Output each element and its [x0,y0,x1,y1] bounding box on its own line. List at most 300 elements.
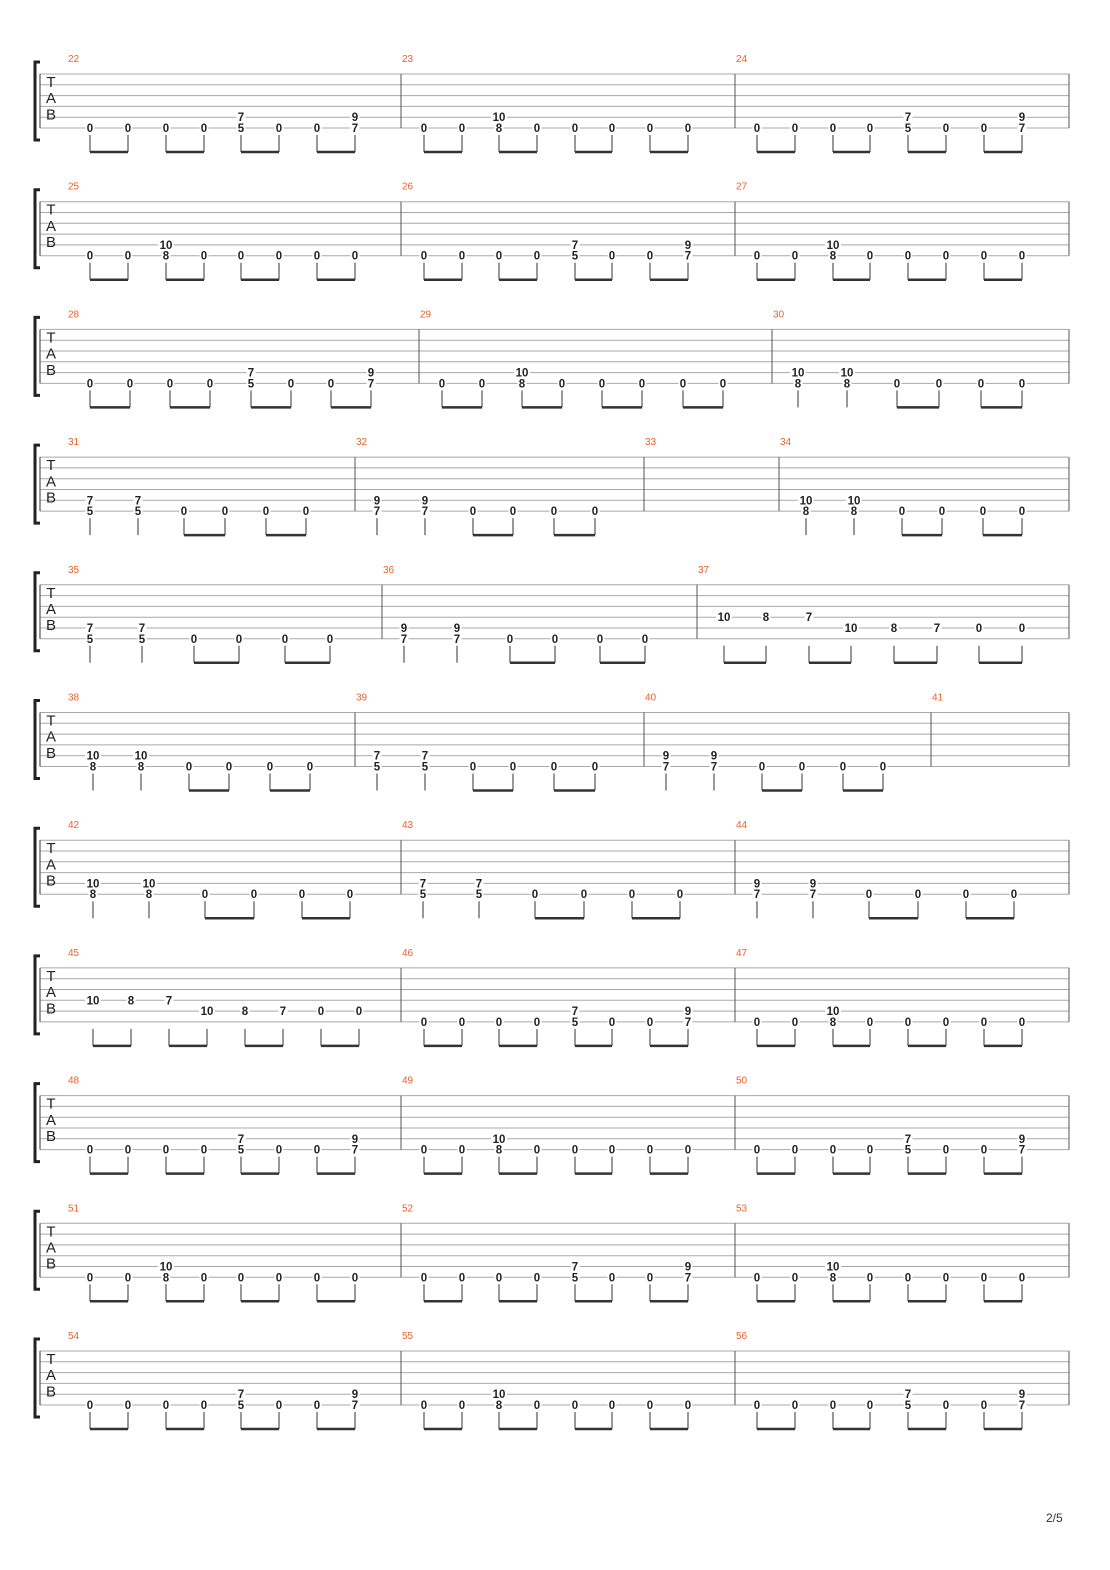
tab-system [35,693,1069,791]
fret-number: 0 [86,123,94,135]
measure-number: 51 [68,1203,80,1215]
fret-number: 0 [980,1144,988,1157]
fret-number: 10 [86,878,100,891]
tab-clef-letter: B [45,872,57,890]
tab-clef-letter: A [45,1111,57,1129]
fret-number: 0 [979,506,987,519]
fret-number: 0 [975,623,983,635]
fret-number: 0 [509,761,517,774]
measure-number: 56 [736,1331,748,1342]
fret-number: 0 [753,1400,761,1412]
fret-number: 0 [250,889,258,902]
fret-number: 8 [495,1144,503,1157]
fret-number: 0 [317,1006,325,1019]
measure-number: 29 [420,309,432,321]
measure-number: 52 [402,1203,414,1215]
fret-number: 10 [142,878,156,891]
fret-number: 10 [840,367,854,380]
fret-number: 7 [351,1400,359,1412]
measure-number: 54 [68,1331,80,1342]
fret-number: 0 [646,250,654,263]
fret-number: 0 [791,250,799,263]
fret-number: 5 [134,506,142,519]
tab-clef-letter: T [46,201,56,219]
fret-number: 5 [904,1144,912,1157]
fret-number: 0 [551,633,559,646]
fret-number: 0 [531,889,539,902]
fret-number: 10 [492,1133,506,1146]
fret-number: 0 [608,1400,616,1412]
fret-number: 7 [400,633,408,646]
measure-number: 48 [68,1075,80,1087]
fret-number: 5 [904,1400,912,1412]
system-bracket [35,317,40,395]
fret-number: 0 [86,250,94,263]
fret-number: 0 [281,633,289,646]
tab-clef-letter: B [45,744,57,762]
tab-clef-letter: A [45,473,57,491]
system-bracket [35,1084,40,1162]
fret-number: 0 [266,761,274,774]
fret-number: 0 [124,1400,132,1412]
fret-number: 8 [89,889,97,902]
measure-number: 35 [68,564,80,576]
fret-number: 0 [719,378,727,391]
measure-number: 46 [402,947,414,959]
tab-clef-letter: T [46,967,56,985]
tab-clef-letter: A [45,601,57,618]
fret-number: 5 [571,1016,579,1029]
fret-number: 0 [190,633,198,646]
fret-number: 7 [351,1144,359,1157]
fret-number: 7 [684,1016,692,1029]
measure-number: 41 [932,692,944,704]
measure-number: 26 [402,181,414,193]
fret-number: 0 [162,1400,170,1412]
tab-clef-letter: B [45,106,57,124]
measure-number: 28 [68,309,80,321]
fret-number: 0 [200,123,208,135]
measure-number: 33 [645,437,657,449]
tab-clef-letter: B [45,361,57,379]
fret-number: 7 [237,1133,245,1146]
system-bracket [35,828,40,906]
fret-number: 0 [458,123,466,135]
fret-number: 5 [419,889,427,902]
tab-system [35,1076,1069,1174]
fret-number: 5 [237,1144,245,1157]
fret-number: 7 [571,1006,579,1019]
fret-number: 0 [533,1400,541,1412]
fret-number: 9 [662,750,670,763]
system-bracket [35,956,40,1034]
fret-number: 9 [351,112,359,125]
fret-number: 10 [86,995,100,1008]
fret-number: 0 [571,123,579,135]
tab-clef-letter: A [45,90,57,108]
fret-number: 0 [791,1272,799,1285]
fret-number: 0 [646,1016,654,1029]
fret-number: 7 [1018,1400,1026,1412]
fret-number: 0 [351,250,359,263]
fret-number: 0 [1018,623,1026,635]
fret-number: 0 [942,123,950,135]
fret-number: 8 [829,250,837,263]
fret-number: 9 [809,878,817,891]
fret-number: 5 [247,378,255,391]
fret-number: 9 [684,1261,692,1274]
fret-number: 9 [400,623,408,635]
fret-number: 0 [591,506,599,519]
fret-number: 0 [935,378,943,391]
fret-number: 0 [977,378,985,391]
fret-number: 7 [805,612,813,625]
fret-number: 0 [237,250,245,263]
fret-number: 5 [571,250,579,263]
measure-number: 40 [645,692,657,704]
fret-number: 0 [478,378,486,391]
fret-number: 8 [137,761,145,774]
fret-number: 7 [138,623,146,635]
fret-number: 0 [646,123,654,135]
fret-number: 0 [200,1400,208,1412]
fret-number: 0 [942,1272,950,1285]
fret-number: 0 [942,250,950,263]
tab-clef-letter: A [45,1239,57,1257]
fret-number: 0 [791,1016,799,1029]
fret-number: 7 [237,1389,245,1402]
fret-number: 0 [306,761,314,774]
fret-number: 0 [124,1272,132,1285]
fret-number: 0 [86,378,94,391]
measure-number: 31 [68,437,80,449]
fret-number: 10 [159,239,173,252]
fret-number: 0 [753,1016,761,1029]
fret-number: 0 [1018,378,1026,391]
fret-number: 0 [753,1144,761,1157]
fret-number: 0 [904,1016,912,1029]
fret-number: 0 [753,250,761,263]
fret-number: 0 [879,761,887,774]
fret-number: 0 [533,250,541,263]
tab-clef-letter: T [46,1095,56,1113]
fret-number: 0 [298,889,306,902]
fret-number: 0 [596,633,604,646]
fret-number: 0 [646,1400,654,1412]
fret-number: 0 [980,123,988,135]
tab-clef-letter: B [45,617,57,635]
fret-number: 5 [475,889,483,902]
fret-number: 10 [200,1006,214,1019]
fret-number: 10 [799,495,813,508]
fret-number: 7 [279,1006,287,1019]
fret-number: 0 [758,761,766,774]
fret-number: 8 [829,1016,837,1029]
fret-number: 0 [1018,1272,1026,1285]
tab-clef-letter: B [45,489,57,507]
fret-number: 10 [134,750,148,763]
fret-number: 7 [684,1272,692,1285]
fret-number: 0 [275,250,283,263]
fret-number: 7 [904,1133,912,1146]
fret-number: 0 [914,889,922,902]
fret-number: 0 [420,1272,428,1285]
fret-number: 0 [533,1144,541,1157]
measure-number: 53 [736,1203,748,1215]
fret-number: 5 [373,761,381,774]
fret-number: 0 [126,378,134,391]
fret-number: 9 [684,239,692,252]
fret-number: 9 [351,1389,359,1402]
fret-number: 0 [798,761,806,774]
fret-number: 8 [145,889,153,902]
fret-number: 0 [469,506,477,519]
measure-number: 32 [356,437,368,449]
fret-number: 0 [201,889,209,902]
tab-system [35,182,1069,280]
fret-number: 0 [495,250,503,263]
fret-number: 0 [839,761,847,774]
fret-number: 0 [980,1400,988,1412]
fret-number: 0 [458,1144,466,1157]
measure-number: 39 [356,692,368,704]
fret-number: 0 [550,761,558,774]
measure-number: 24 [736,54,748,65]
fret-number: 8 [843,378,851,391]
fret-number: 0 [980,1272,988,1285]
fret-number: 0 [262,506,270,519]
fret-number: 8 [89,761,97,774]
tab-system [35,948,1069,1046]
fret-number: 0 [558,378,566,391]
tab-clef-letter: B [45,1383,57,1401]
measure-number: 36 [383,564,395,576]
fret-number: 0 [550,506,558,519]
fret-number: 0 [287,378,295,391]
fret-number: 8 [162,1272,170,1285]
fret-number: 8 [829,1272,837,1285]
fret-number: 7 [710,761,718,774]
fret-number: 8 [127,995,135,1008]
fret-number: 7 [373,506,381,519]
tab-system [35,1203,1069,1301]
tab-clef-letter: B [45,1128,57,1145]
fret-number: 0 [162,1144,170,1157]
fret-number: 0 [420,1016,428,1029]
fret-number: 0 [200,1144,208,1157]
fret-number: 7 [367,378,375,391]
fret-number: 0 [206,378,214,391]
measure-number: 34 [780,437,792,449]
fret-number: 9 [351,1133,359,1146]
fret-number: 0 [124,1144,132,1157]
fret-number: 0 [420,250,428,263]
fret-number: 0 [313,123,321,135]
fret-number: 0 [980,1016,988,1029]
fret-number: 0 [124,250,132,263]
fret-number: 7 [753,889,761,902]
fret-number: 0 [753,123,761,135]
fret-number: 0 [420,1144,428,1157]
fret-number: 5 [421,761,429,774]
fret-number: 5 [237,123,245,135]
system-bracket [35,1339,40,1417]
fret-number: 0 [313,1400,321,1412]
fret-number: 0 [458,1016,466,1029]
fret-number: 9 [373,495,381,508]
fret-number: 5 [86,506,94,519]
measure-number: 50 [736,1075,748,1087]
fret-number: 9 [1018,112,1026,125]
fret-number: 0 [791,123,799,135]
fret-number: 0 [791,1144,799,1157]
fret-number: 0 [1018,250,1026,263]
fret-number: 0 [684,1400,692,1412]
fret-number: 0 [571,1144,579,1157]
fret-number: 0 [938,506,946,519]
measure-number: 55 [402,1331,414,1342]
fret-number: 0 [438,378,446,391]
fret-number: 5 [138,633,146,646]
fret-number: 0 [327,378,335,391]
fret-number: 0 [608,123,616,135]
measure-number: 42 [68,820,80,832]
fret-number: 0 [904,1272,912,1285]
fret-number: 9 [1018,1389,1026,1402]
fret-number: 8 [762,612,770,625]
fret-number: 0 [829,1144,837,1157]
fret-number: 10 [791,367,805,380]
fret-number: 0 [86,1144,94,1157]
fret-number: 0 [275,1144,283,1157]
measure-number: 49 [402,1075,414,1087]
fret-number: 7 [86,623,94,635]
measure-number: 47 [736,947,748,959]
fret-number: 8 [518,378,526,391]
fret-number: 0 [200,1272,208,1285]
fret-number: 8 [850,506,858,519]
fret-number: 0 [684,123,692,135]
fret-number: 0 [237,1272,245,1285]
tab-clef-letter: T [46,457,56,475]
fret-number: 7 [86,495,94,508]
fret-number: 10 [826,239,840,252]
tab-clef-letter: B [45,1000,57,1018]
tab-clef-letter: A [45,217,57,235]
fret-number: 9 [753,878,761,891]
fret-number: 0 [458,250,466,263]
tab-system [35,437,1069,535]
fret-number: 0 [162,123,170,135]
fret-number: 0 [580,889,588,902]
fret-number: 8 [794,378,802,391]
system-bracket [35,445,40,523]
fret-number: 10 [717,612,731,625]
fret-number: 0 [1018,1016,1026,1029]
fret-number: 0 [866,1016,874,1029]
fret-number: 7 [662,761,670,774]
fret-number: 0 [420,1400,428,1412]
fret-number: 0 [898,506,906,519]
fret-number: 7 [571,1261,579,1274]
page-number: 2/5 [1046,1511,1063,1525]
fret-number: 0 [533,123,541,135]
fret-number: 9 [453,623,461,635]
tab-clef-letter: A [45,728,57,746]
fret-number: 7 [421,506,429,519]
system-bracket [35,62,40,140]
tab-clef-letter: T [46,584,56,602]
tab-system [35,54,1069,152]
tab-system [35,820,1069,918]
fret-number: 10 [826,1261,840,1274]
fret-number: 0 [225,761,233,774]
fret-number: 5 [571,1272,579,1285]
fret-number: 0 [509,506,517,519]
fret-number: 0 [646,1144,654,1157]
fret-number: 0 [495,1016,503,1029]
fret-number: 0 [866,1144,874,1157]
fret-number: 9 [1018,1133,1026,1146]
fret-number: 0 [469,761,477,774]
fret-number: 7 [247,367,255,380]
fret-number: 5 [904,123,912,135]
fret-number: 0 [893,378,901,391]
fret-number: 5 [86,633,94,646]
tab-clef-letter: A [45,856,57,874]
fret-number: 0 [598,378,606,391]
fret-number: 0 [676,889,684,902]
fret-number: 0 [865,889,873,902]
fret-number: 0 [1018,506,1026,519]
fret-number: 0 [458,1272,466,1285]
fret-number: 0 [420,123,428,135]
fret-number: 0 [302,506,310,519]
fret-number: 0 [346,889,354,902]
fret-number: 0 [942,1400,950,1412]
fret-number: 9 [421,495,429,508]
fret-number: 8 [495,1400,503,1412]
fret-number: 0 [608,1272,616,1285]
fret-number: 7 [571,239,579,252]
fret-number: 7 [134,495,142,508]
fret-number: 0 [313,1144,321,1157]
fret-number: 7 [904,112,912,125]
fret-number: 7 [421,750,429,763]
fret-number: 0 [866,1400,874,1412]
tab-clef-letter: T [46,840,56,858]
fret-number: 0 [866,1272,874,1285]
fret-number: 8 [802,506,810,519]
tab-system [35,565,1069,663]
tab-clef-letter: T [46,1351,56,1368]
fret-number: 0 [646,1272,654,1285]
fret-number: 8 [241,1006,249,1019]
fret-number: 0 [638,378,646,391]
system-bracket [35,573,40,651]
measure-number: 37 [698,564,710,576]
fret-number: 0 [355,1006,363,1019]
system-bracket [35,190,40,268]
fret-number: 7 [373,750,381,763]
measure-number: 23 [402,54,414,65]
measure-number: 45 [68,947,80,959]
tab-clef-letter: A [45,984,57,1002]
fret-number: 7 [453,633,461,646]
fret-number: 0 [275,123,283,135]
fret-number: 0 [571,1400,579,1412]
measure-number: 30 [773,309,785,321]
